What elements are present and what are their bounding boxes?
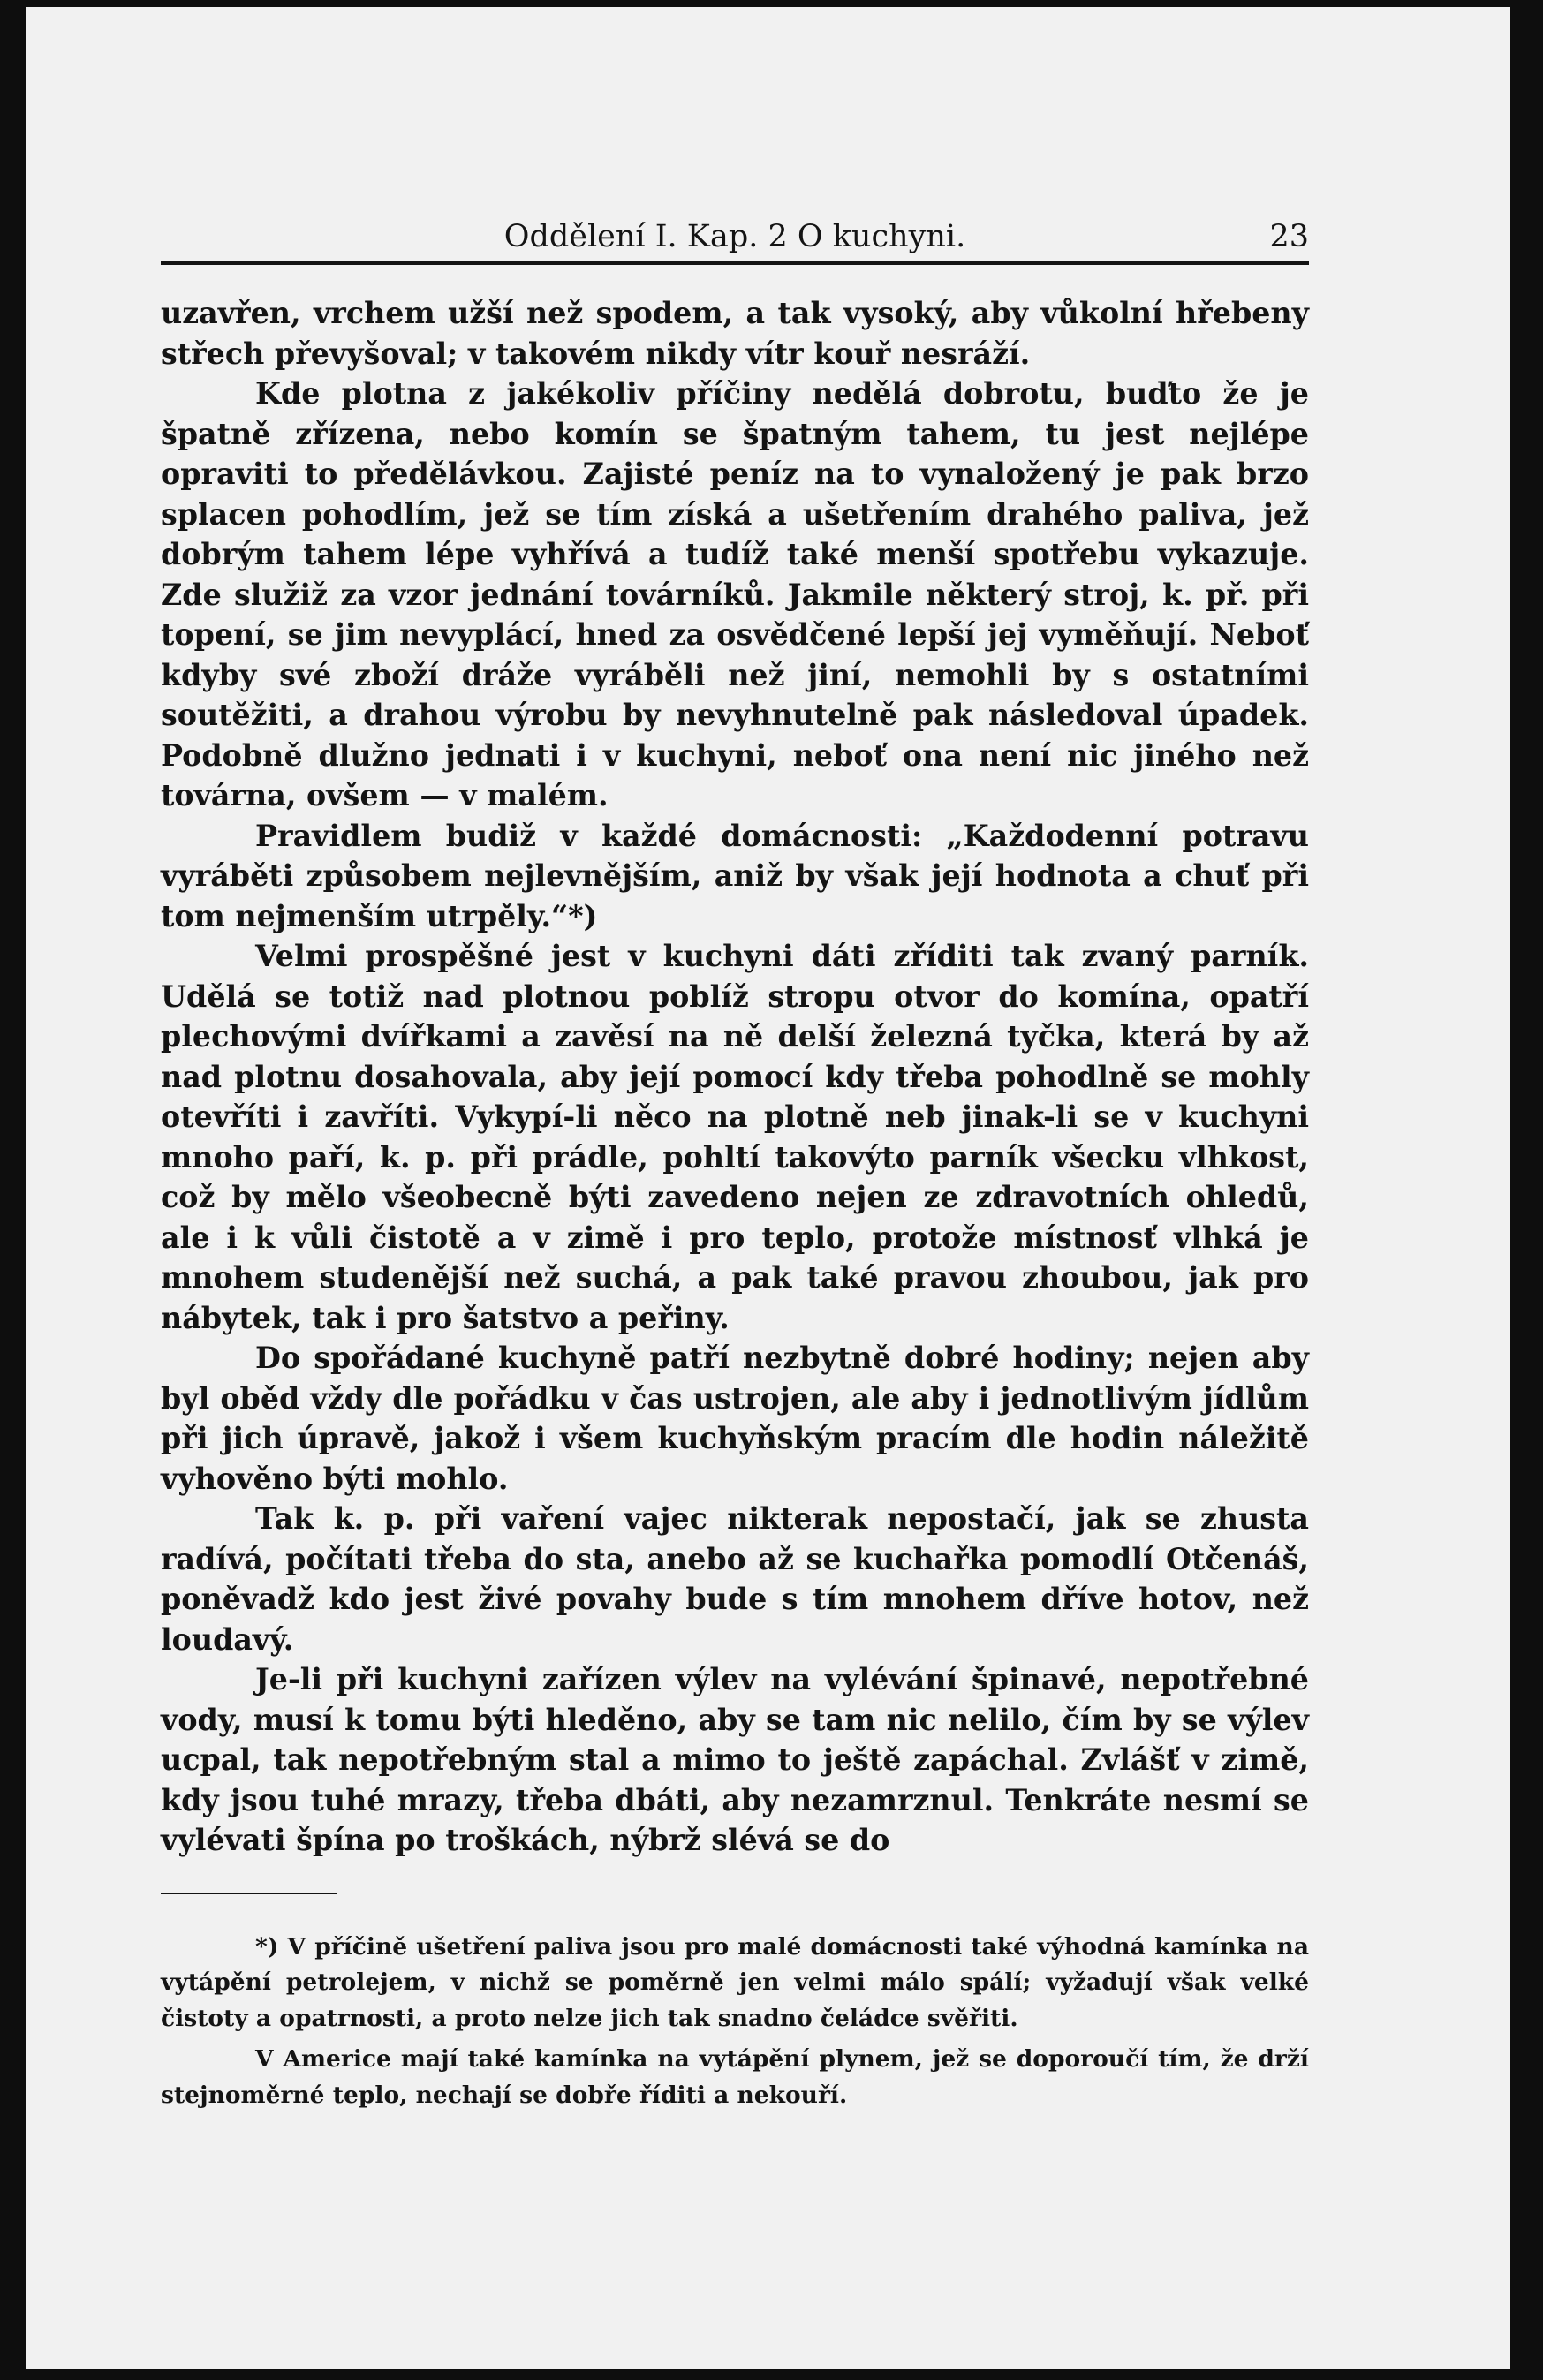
paragraph: Do spořádané kuchyně patří nezbytně dobré hodiny; nejen aby byl oběd vždy dle pořádku v čas ustrojen, ale aby i jednotlivým jídlům při jich úpravě, jakož i všem kuchyňským pracím dle hodin náležitě vyhověno býti mohlo.: [161, 1341, 1309, 1496]
footnotes: [161, 1930, 1309, 2114]
running-head-title: Oddělení I. Kap. 2 O kuchyni.: [503, 219, 966, 254]
page-content: [161, 219, 1309, 2113]
footnote-rule: [161, 1893, 337, 1894]
book-page: [26, 7, 1510, 2369]
paragraph: Velmi prospěšné jest v kuchyni dáti zříditi tak zvaný parník. Udělá se totiž nad plotnou poblíž stropu otvor do komína, opatří plechovými dvířkami a zavěsí na ně delší železná tyčka, která by až nad plotnu dosahovala, aby její pomocí kdy třeba pohodlně se mohly otevříti i zavříti. Vykypí-li něco na plotně neb jinak-li se v kuchyni mnoho paří, k. p. při prádle, pohltí takovýto parník všecku vlhkost, což by mělo všeobecně býti zavedeno nejen ze zdravotních ohledů, ale i k vůli čistotě a v zimě i pro teplo, protože místnosť vlhká je mnohem studenější než suchá, a pak také pravou zhoubou, jak pro nábytek, tak i pro šatstvo a peřiny.: [161, 939, 1309, 1335]
footnote: *) V příčině ušetření paliva jsou pro malé domácnosti také výhodná kamínka na vytápění petrolejem, v nichž se poměrně jen velmi málo spálí; vyžadují však velké čistoty a opatrnosti, a proto nelze jich tak snadno čeládce svěřiti.: [161, 1932, 1309, 2032]
paragraph: uzavřen, vrchem užší než spodem, a tak vysoký, aby vůkolní hřebeny střech převyšoval; v takovém nikdy vítr kouř nesráží.: [161, 296, 1309, 371]
paragraph: Je-li při kuchyni zařízen výlev na vylévání špinavé, nepotřebné vody, musí k tomu býti hleděno, aby se tam nic nelilo, čím by se výlev ucpal, tak nepotřebným stal a mimo to ještě zapáchal. Zvlášť v zimě, kdy jsou tuhé mrazy, třeba dbáti, aby nezamrznul. Tenkráte nesmí se vylévati špína po troškách, nýbrž slévá se do: [161, 1662, 1309, 1857]
paragraph: Pravidlem budiž v každé domácnosti: „Každodenní potravu vyráběti způsobem nejlevnějším, aniž by však její hodnota a chuť při tom nejmenším utrpěly.“*): [161, 818, 1309, 933]
page-number: 23: [1269, 219, 1309, 254]
paragraph: Kde plotna z jakékoliv příčiny nedělá dobrotu, buďto že je špatně zřízena, nebo komín se špatným tahem, tu jest nejlépe opraviti to předělávkou. Zajisté peníz na to vynaložený je pak brzo splacen pohodlím, jež se tím získá a ušetřením drahého paliva, jež dobrým tahem lépe vyhřívá a tudíž také menší spotřebu vykazuje. Zde služiž za vzor jednání továrníků. Jakmile některý stroj, k. př. při topení, se jim nevyplácí, hned za osvědčené lepší jej vyměňují. Neboť kdyby své zboží dráže vyráběli než jiní, nemohli by s ostatními soutěžiti, a drahou výrobu by nevyhnutelně pak následoval úpadek. Podobně dlužno jednati i v kuchyni, neboť ona není nic jiného než továrna, ovšem — v malém.: [161, 376, 1309, 812]
running-head: [161, 219, 1309, 261]
footnote: V Americe mají také kamínka na vytápění plynem, jež se doporoučí tím, že drží stejnoměrné teplo, nechají se dobře říditi a nekouří.: [161, 2045, 1309, 2109]
header-rule: [161, 261, 1309, 265]
body-text: [161, 293, 1309, 1861]
paragraph: Tak k. p. při vaření vajec nikterak nepostačí, jak se zhusta radívá, počítati třeba do sta, anebo až se kuchařka pomodlí Otčenáš, poněvadž kdo jest živé povahy bude s tím mnohem dříve hotov, než loudavý.: [161, 1501, 1309, 1657]
